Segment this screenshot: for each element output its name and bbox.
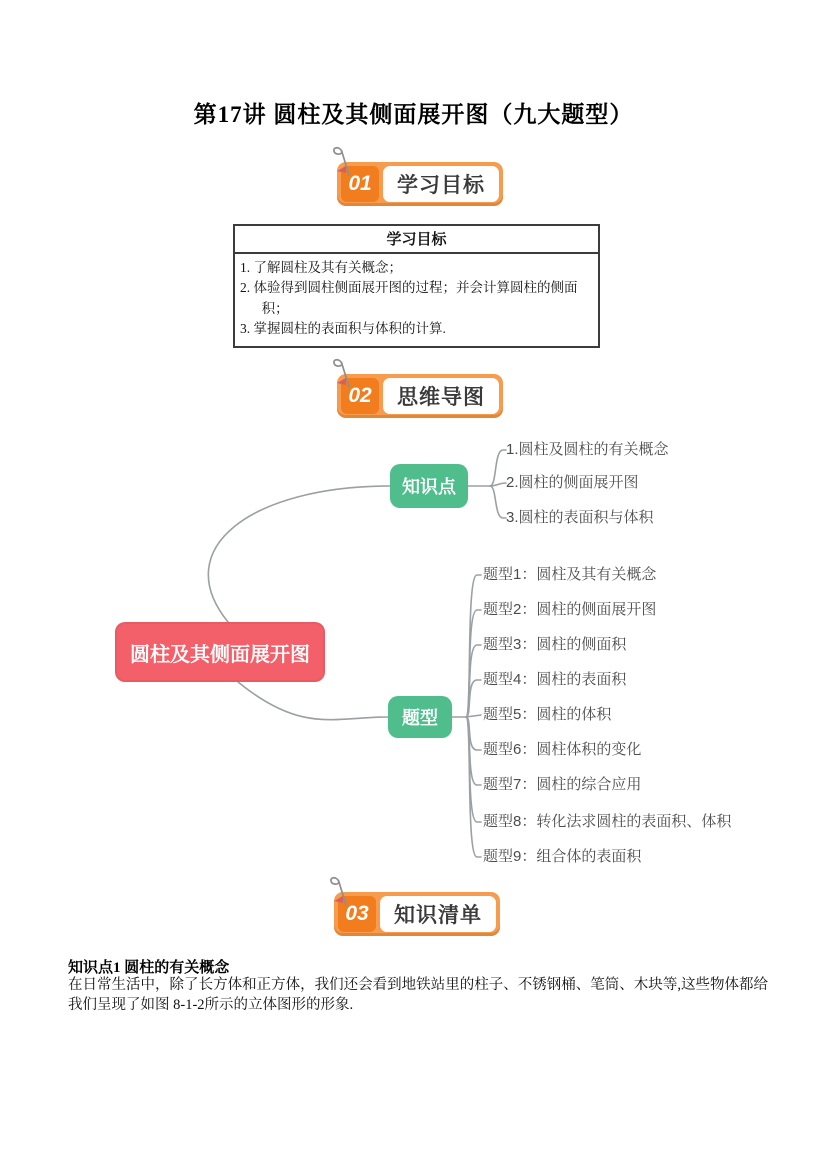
section-label: 学习目标 — [383, 166, 499, 202]
mindmap-topic-item: 题型4：圆柱的表面积 — [483, 671, 627, 688]
objectives-table — [233, 224, 600, 348]
badge-body — [334, 892, 500, 936]
section-number: 02 — [341, 378, 379, 414]
mindmap-knowledge-item: 3.圆柱的表面积与体积 — [506, 509, 654, 526]
pin-icon — [328, 357, 358, 391]
section-label: 思维导图 — [383, 378, 499, 414]
mindmap-knowledge-item: 1.圆柱及圆柱的有关概念 — [506, 441, 669, 458]
objective-item: 1. 了解圆柱及其有关概念； — [240, 260, 402, 275]
mindmap-knowledge-node: 知识点 — [390, 464, 468, 508]
pin-icon — [328, 145, 358, 179]
objectives-table-body — [235, 254, 598, 346]
section-badge-02 — [337, 374, 503, 418]
mindmap — [0, 430, 827, 875]
mindmap-root-node: 圆柱及其侧面展开图 — [115, 622, 325, 682]
objective-item: 3. 掌握圆柱的表面积与体积的计算. — [240, 320, 446, 336]
mindmap-topic-item: 题型7：圆柱的综合应用 — [483, 776, 642, 793]
badge-body — [337, 374, 503, 418]
mindmap-topic-item: 题型3：圆柱的侧面积 — [483, 636, 627, 653]
objectives-table-header: 学习目标 — [235, 226, 598, 254]
lesson-title: 第17讲 圆柱及其侧面展开图（九大题型） — [193, 102, 634, 127]
objective-item: 2. 体验得到圆柱侧面展开图的过程；并会计算圆柱的侧面积； — [240, 280, 578, 316]
mindmap-topic-item: 题型2：圆柱的侧面展开图 — [483, 601, 657, 618]
mindmap-topic-item: 题型5：圆柱的体积 — [483, 706, 612, 723]
mindmap-topic-item: 题型6：圆柱体积的变化 — [483, 741, 642, 758]
mindmap-topic-item: 题型1：圆柱及其有关概念 — [483, 566, 657, 583]
pin-icon — [325, 875, 355, 909]
knowledge-point-heading: 知识点1 圆柱的有关概念 — [68, 960, 230, 976]
knowledge-point-paragraph: 在日常生活中，除了长方体和正方体，我们还会看到地铁站里的柱子、不锈钢桶、笔筒、木块等,这些物体都给我们呈现了如图 8-1-2所示的立体图形的形象. — [68, 977, 768, 1013]
mindmap-topic-item: 题型8：转化法求圆柱的表面积、体积 — [483, 813, 732, 830]
section-label: 知识清单 — [380, 896, 496, 932]
section-number: 01 — [341, 166, 379, 202]
mindmap-topics-node: 题型 — [388, 696, 452, 738]
mindmap-topic-item: 题型9：组合体的表面积 — [483, 848, 642, 865]
section-badge-03 — [334, 892, 500, 936]
badge-body — [337, 162, 503, 206]
section-number: 03 — [338, 896, 376, 932]
section-badge-01 — [337, 162, 503, 206]
mindmap-knowledge-item: 2.圆柱的侧面展开图 — [506, 474, 639, 491]
